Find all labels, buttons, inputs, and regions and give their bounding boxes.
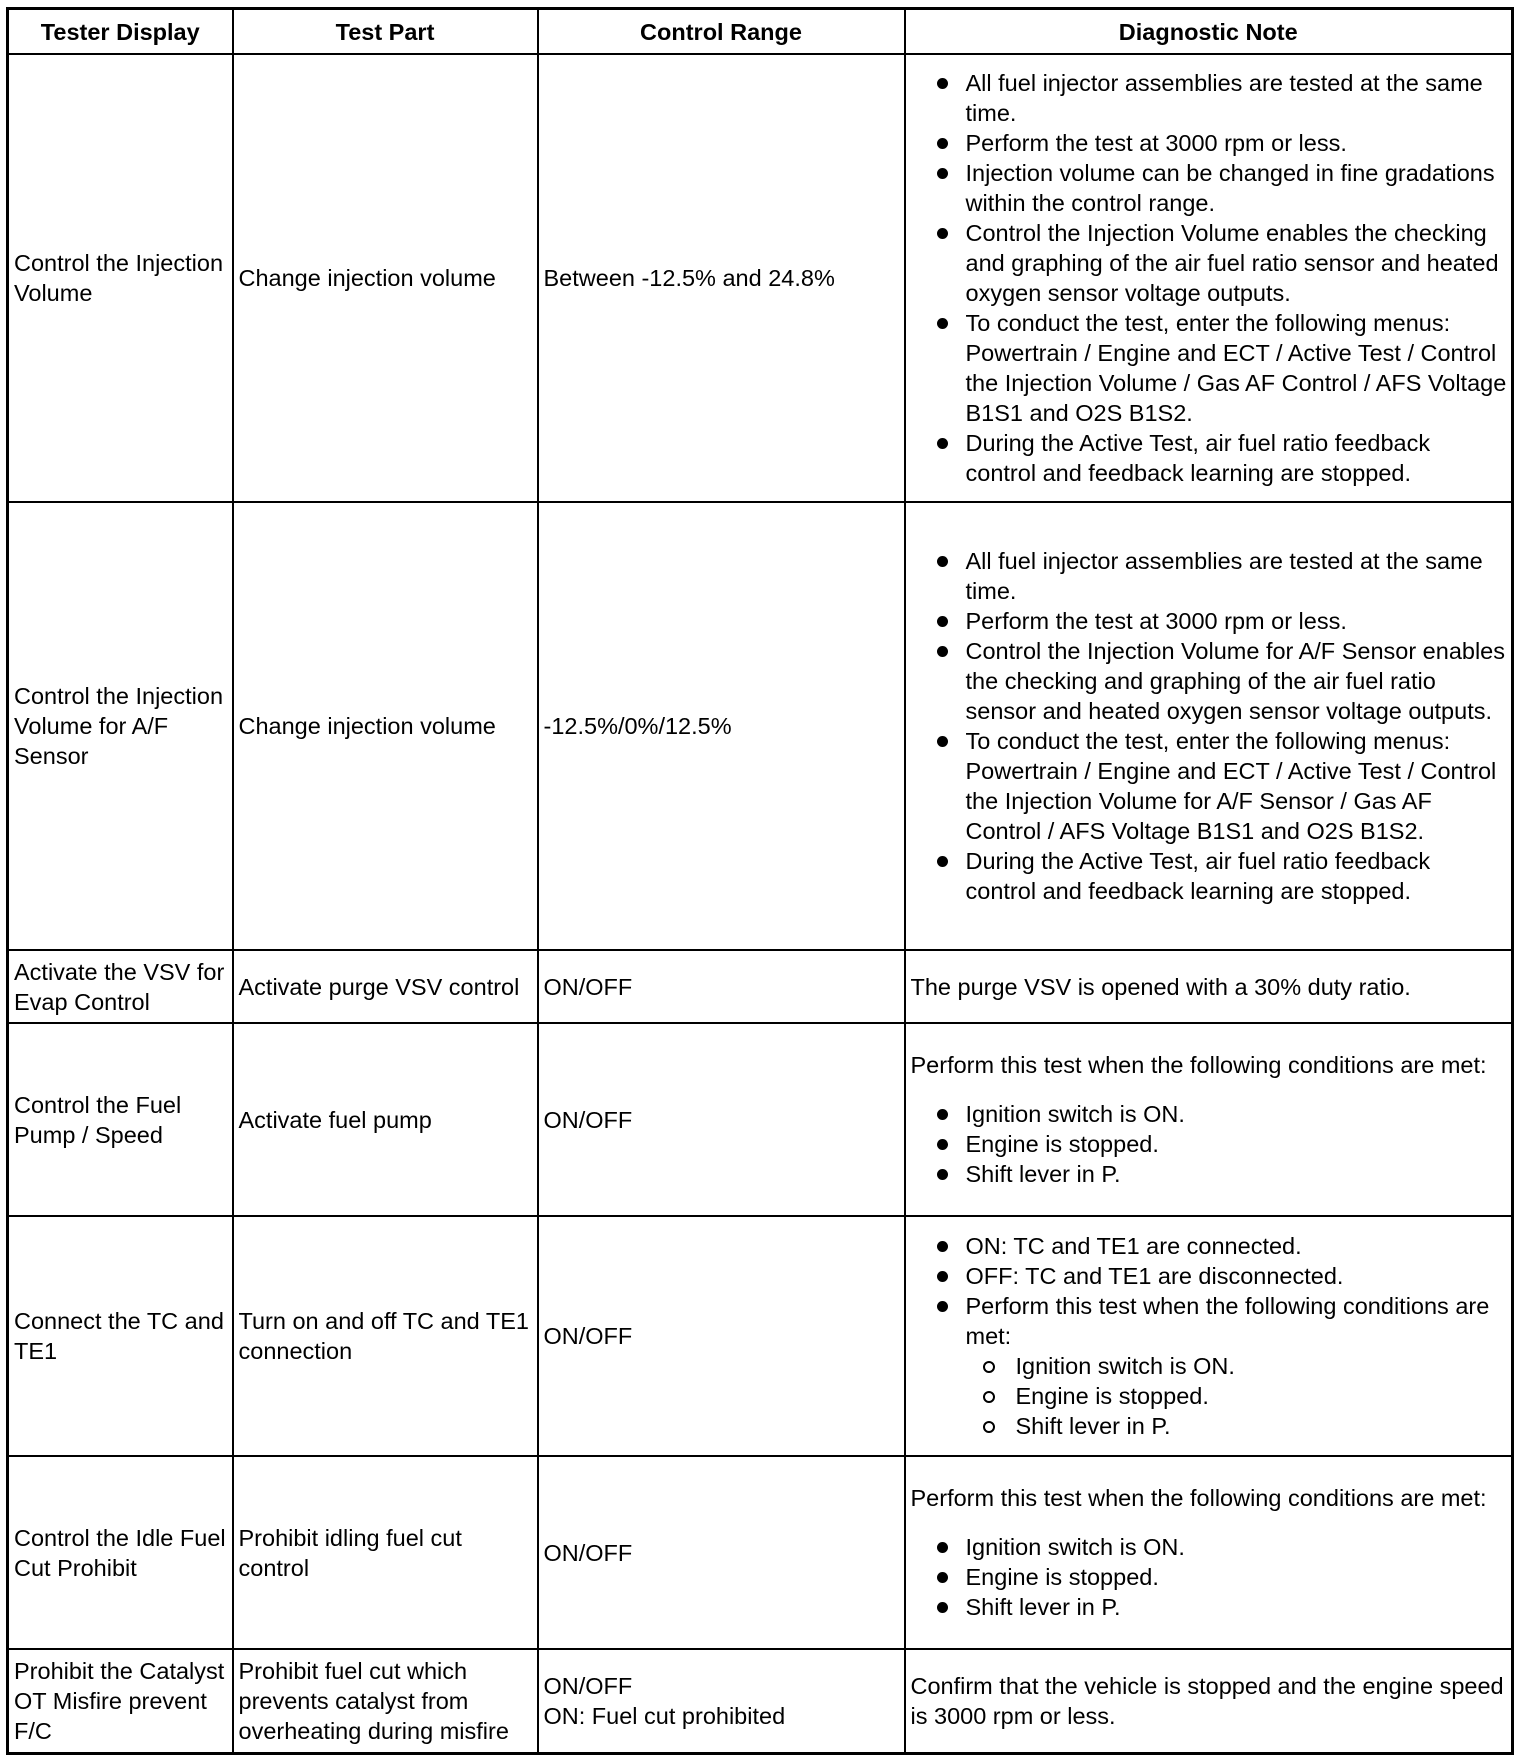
tester-display-cell: Control the Idle Fuel Cut Prohibit (8, 1456, 233, 1649)
note-bullet: Ignition switch is ON. (911, 1532, 1508, 1562)
header-diagnostic-note: Diagnostic Note (905, 9, 1513, 55)
header-test-part: Test Part (233, 9, 538, 55)
tester-display-cell: Control the Injection Volume for A/F Sensor (8, 502, 233, 950)
diagnostic-note-cell: The purge VSV is opened with a 30% duty ratio. (905, 950, 1513, 1023)
note-bullet-list (911, 1532, 1508, 1622)
diagnostic-note-cell (905, 1456, 1513, 1649)
note-bullet: Control the Injection Volume enables the checking and graphing of the air fuel ratio sensor and heated oxygen sensor voltage outputs. (911, 218, 1508, 308)
note-bullet: During the Active Test, air fuel ratio feedback control and feedback learning are stopped. (911, 846, 1508, 906)
header-row (8, 9, 1513, 55)
control-range-cell: ON/OFF (538, 1216, 905, 1456)
note-bullet-list (911, 1099, 1508, 1189)
note-sub-bullet: Engine is stopped. (966, 1381, 1508, 1411)
control-range-cell: Between -12.5% and 24.8% (538, 54, 905, 502)
tester-display-cell: Control the Fuel Pump / Speed (8, 1023, 233, 1216)
table-row (8, 1649, 1513, 1753)
control-range-cell: ON/OFF (538, 1023, 905, 1216)
table-row (8, 502, 1513, 950)
note-bullet: Perform the test at 3000 rpm or less. (911, 606, 1508, 636)
note-bullet: Shift lever in P. (911, 1159, 1508, 1189)
note-bullet-text: Perform this test when the following conditions are met: (965, 1293, 1490, 1349)
note-bullet: Ignition switch is ON. (911, 1099, 1508, 1129)
note-intro: Perform this test when the following conditions are met: (910, 1052, 1487, 1078)
control-range-value: ON/OFF (543, 1672, 633, 1699)
tester-display-cell: Prohibit the Catalyst OT Misfire prevent F/C (8, 1649, 233, 1753)
note-bullet: Injection volume can be changed in fine gradations within the control range. (911, 158, 1508, 218)
test-part-cell: Prohibit idling fuel cut control (233, 1456, 538, 1649)
test-part-cell: Change injection volume (233, 502, 538, 950)
control-range-cell: ON/OFF (538, 950, 905, 1023)
table-row (8, 950, 1513, 1023)
note-bullet: Control the Injection Volume for A/F Sensor enables the checking and graphing of the air fuel ratio sensor and heated oxygen sensor voltage outputs. (911, 636, 1508, 726)
test-part-cell: Activate fuel pump (233, 1023, 538, 1216)
table-row (8, 54, 1513, 502)
header-tester-display: Tester Display (8, 9, 233, 55)
diagnostic-note-cell (905, 54, 1513, 502)
note-bullet-list (911, 1231, 1508, 1441)
note-bullet: Engine is stopped. (911, 1129, 1508, 1159)
control-range-cell: -12.5%/0%/12.5% (538, 502, 905, 950)
table-row (8, 1456, 1513, 1649)
tester-display-cell: Connect the TC and TE1 (8, 1216, 233, 1456)
table-row (8, 1216, 1513, 1456)
diagnostic-note-cell: Confirm that the vehicle is stopped and the engine speed is 3000 rpm or less. (905, 1649, 1513, 1753)
test-part-cell: Prohibit fuel cut which prevents catalyst from overheating during misfire (233, 1649, 538, 1753)
note-intro: Perform this test when the following conditions are met: (910, 1485, 1487, 1511)
test-part-cell: Change injection volume (233, 54, 538, 502)
active-test-table (6, 7, 1514, 1755)
tester-display-cell: Activate the VSV for Evap Control (8, 950, 233, 1023)
table-row (8, 1023, 1513, 1216)
note-bullet: ON: TC and TE1 are connected. (911, 1231, 1508, 1261)
control-range-detail: ON: Fuel cut prohibited (543, 1702, 786, 1729)
diagnostic-note-cell (905, 1216, 1513, 1456)
test-part-cell: Turn on and off TC and TE1 connection (233, 1216, 538, 1456)
note-bullet: To conduct the test, enter the following menus: Powertrain / Engine and ECT / Active Test / Control the Injection Volume for A/F Sensor / Gas AF Control / AFS Voltage B1S1 and O2S B1S2. (911, 726, 1508, 846)
note-bullet-list (911, 546, 1508, 906)
diagnostic-note-cell (905, 1023, 1513, 1216)
control-range-cell: ON/OFF (538, 1456, 905, 1649)
note-bullet: Engine is stopped. (911, 1562, 1508, 1592)
note-bullet: Perform the test at 3000 rpm or less. (911, 128, 1508, 158)
note-bullet: OFF: TC and TE1 are disconnected. (911, 1261, 1508, 1291)
note-bullet: All fuel injector assemblies are tested at the same time. (911, 68, 1508, 128)
note-sub-bullet: Ignition switch is ON. (966, 1351, 1508, 1381)
note-sub-list (966, 1351, 1508, 1441)
note-bullet-list (911, 68, 1508, 488)
test-part-cell: Activate purge VSV control (233, 950, 538, 1023)
note-sub-bullet: Shift lever in P. (966, 1411, 1508, 1441)
note-bullet (911, 1291, 1508, 1441)
note-bullet: During the Active Test, air fuel ratio feedback control and feedback learning are stopped. (911, 428, 1508, 488)
tester-display-cell: Control the Injection Volume (8, 54, 233, 502)
header-control-range: Control Range (538, 9, 905, 55)
note-bullet: Shift lever in P. (911, 1592, 1508, 1622)
control-range-cell (538, 1649, 905, 1753)
note-bullet: All fuel injector assemblies are tested at the same time. (911, 546, 1508, 606)
note-bullet: To conduct the test, enter the following menus: Powertrain / Engine and ECT / Active Test / Control the Injection Volume / Gas AF Control / AFS Voltage B1S1 and O2S B1S2. (911, 308, 1508, 428)
diagnostic-note-cell (905, 502, 1513, 950)
